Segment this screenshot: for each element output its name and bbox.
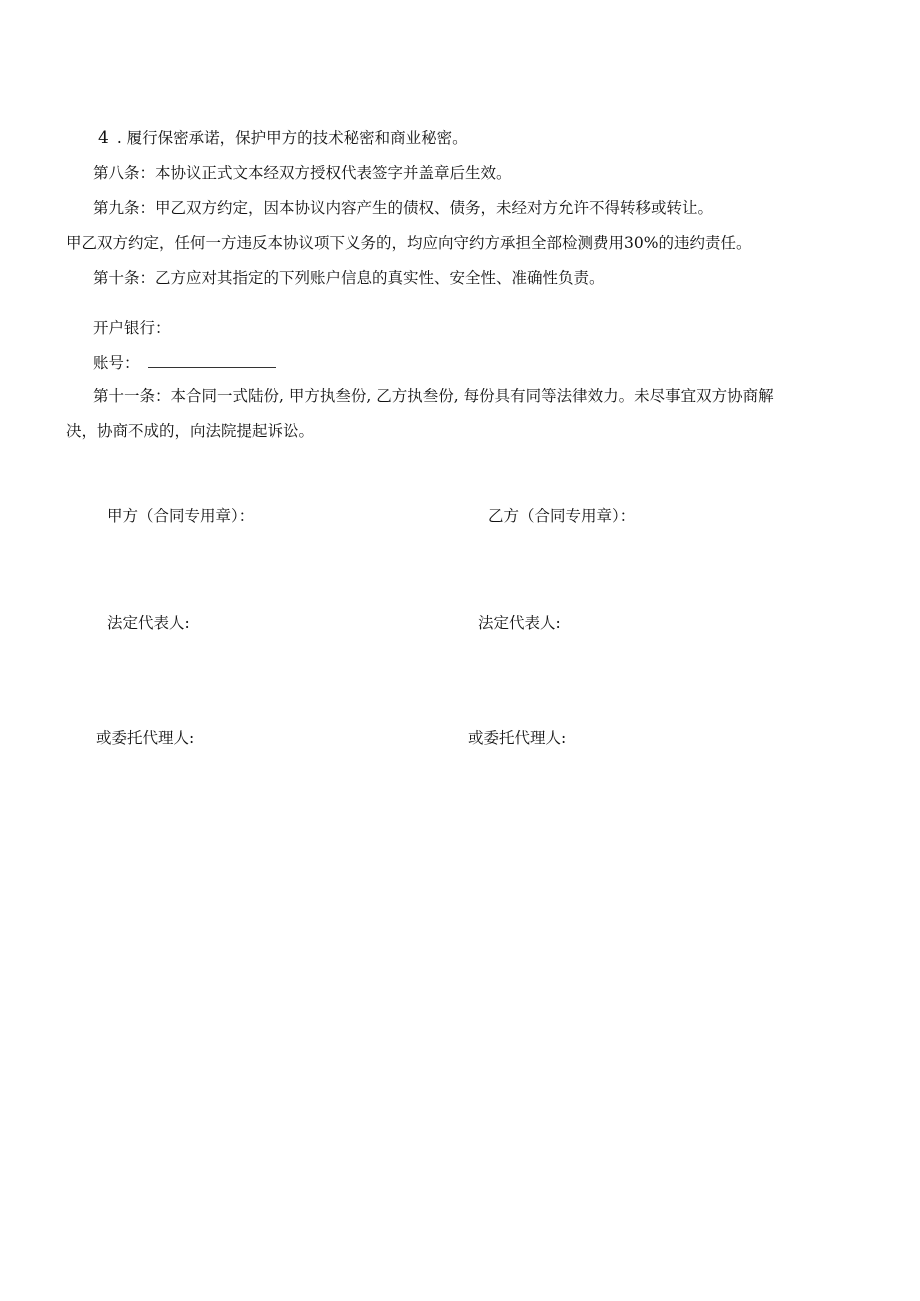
party-a-agent-label: 或委托代理人: <box>96 729 195 747</box>
item-4 <box>98 128 468 148</box>
party-a-seal-label: 甲方（合同专用章）： <box>107 507 255 525</box>
party-b-seal-label: 乙方（合同专用章）： <box>488 507 636 525</box>
breach-liability-text: 甲乙双方约定，任何一方违反本协议项下义务的，均应向守约方承担全部检测费用30%的违约责任。 <box>66 234 752 252</box>
clause-10: 第十条：乙方应对其指定的下列账户信息的真实性、安全性、准确性负责。 <box>93 269 605 287</box>
item-4-text: . 履行保密承诺，保护甲方的技术秘密和商业秘密。 <box>116 129 468 147</box>
item-4-number: 4 <box>98 128 109 148</box>
clause-8: 第八条：本协议正式文本经双方授权代表签字并盖章后生效。 <box>93 164 512 182</box>
clause-11-line-2: 决，协商不成的，向法院提起诉讼。 <box>66 422 315 440</box>
party-b-rep-label: 法定代表人: <box>478 614 561 632</box>
account-row <box>93 353 276 373</box>
bank-label: 开户银行： <box>93 319 171 337</box>
account-label: 账号： <box>93 354 140 372</box>
account-blank <box>148 353 276 368</box>
clause-9: 第九条：甲乙双方约定，因本协议内容产生的债权、债务，未经对方允许不得转移或转让。 <box>93 199 714 217</box>
party-a-rep-label: 法定代表人: <box>107 614 190 632</box>
party-b-agent-label: 或委托代理人: <box>468 729 567 747</box>
clause-11-line-1: 第十一条：本合同一式陆份, 甲方执叁份, 乙方执叁份, 每份具有同等法律效力。未尽事宜双方协商解 <box>93 387 774 405</box>
